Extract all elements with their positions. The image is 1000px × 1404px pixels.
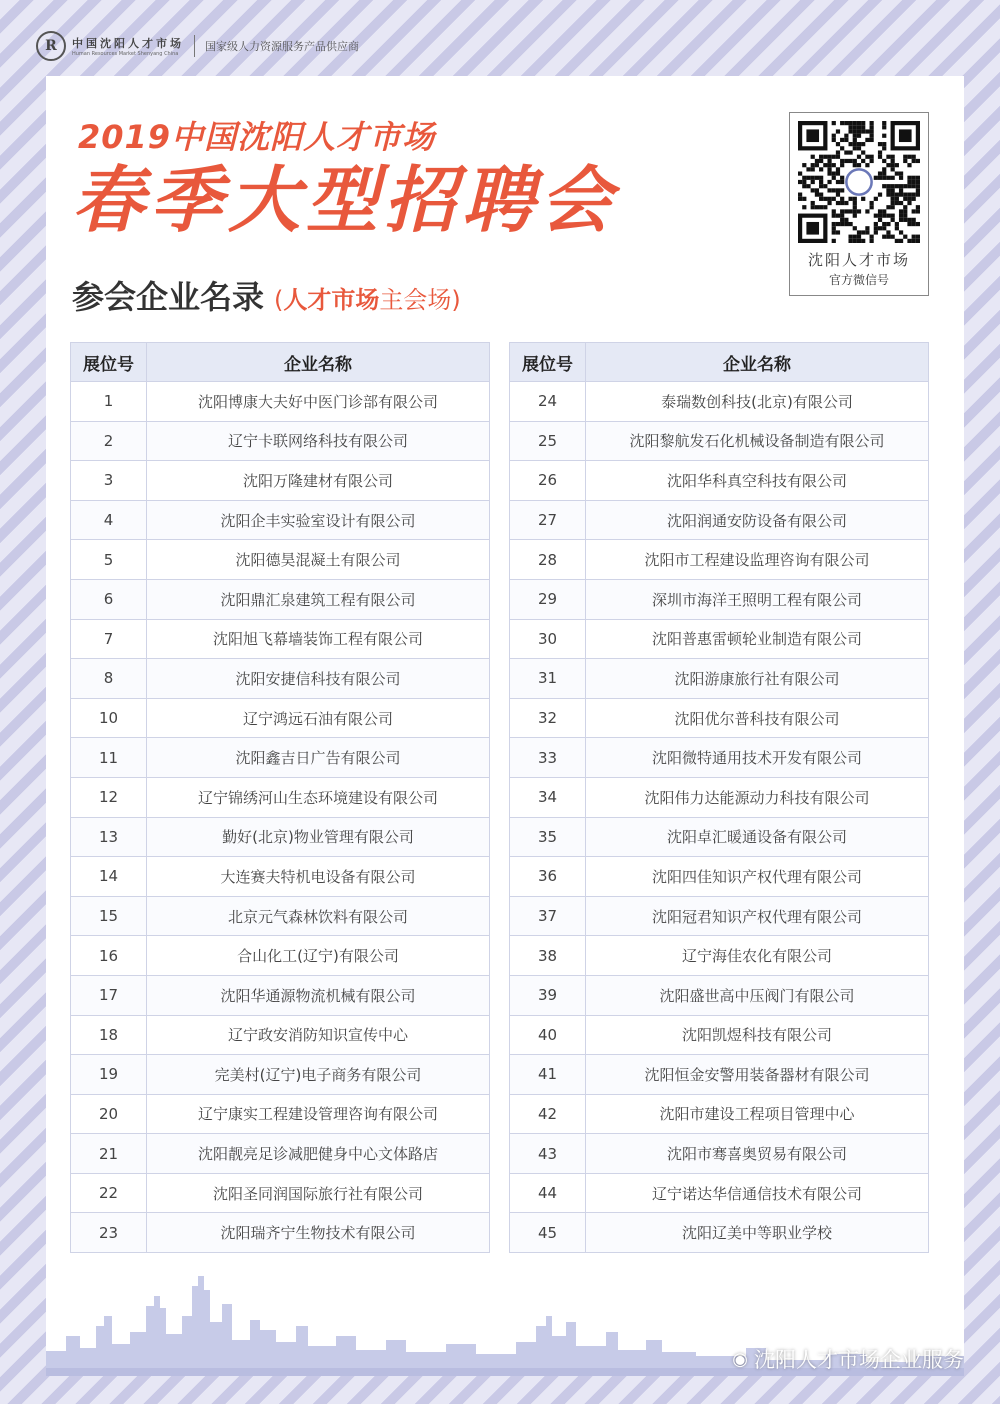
booth-number: 43 (510, 1134, 586, 1174)
table-row (71, 540, 490, 580)
list-subtitle-main: 参会企业名录 (72, 278, 265, 316)
brand-name (72, 35, 184, 57)
brand-logo-icon: R (36, 31, 66, 61)
booth-number: 39 (510, 975, 586, 1015)
company-name: 大连赛夫特机电设备有限公司 (147, 857, 490, 897)
booth-number: 29 (510, 579, 586, 619)
booth-column-header: 展位号 (510, 343, 586, 382)
booth-number: 19 (71, 1055, 147, 1095)
table-row (71, 857, 490, 897)
company-name: 泰瑞数创科技(北京)有限公司 (586, 382, 929, 422)
table-row (71, 1055, 490, 1095)
table-row (71, 619, 490, 659)
table-header-row (510, 343, 929, 382)
table-row (510, 540, 929, 580)
booth-column-header: 展位号 (71, 343, 147, 382)
booth-number: 3 (71, 461, 147, 501)
qr-caption-desc: 官方微信号 (828, 273, 889, 287)
booth-number: 14 (71, 857, 147, 897)
company-name: 辽宁鸿远石油有限公司 (147, 698, 490, 738)
booth-number: 11 (71, 738, 147, 778)
table-row (510, 817, 929, 857)
booth-number: 41 (510, 1055, 586, 1095)
company-name: 沈阳四佳知识产权代理有限公司 (586, 857, 929, 897)
booth-number: 15 (71, 896, 147, 936)
company-name: 沈阳市工程建设监理咨询有限公司 (586, 540, 929, 580)
brand-divider (194, 35, 195, 57)
table-row (510, 1134, 929, 1174)
table-row (71, 1213, 490, 1253)
company-name: 北京元气森林饮料有限公司 (147, 896, 490, 936)
company-name: 沈阳润通安防设备有限公司 (586, 500, 929, 540)
company-name: 沈阳德昊混凝土有限公司 (147, 540, 490, 580)
brand-name-cn: 中国沈阳人才市场 (72, 37, 184, 50)
booth-number: 31 (510, 659, 586, 699)
table-row (71, 936, 490, 976)
company-name: 沈阳圣同润国际旅行社有限公司 (147, 1173, 490, 1213)
company-name: 沈阳安捷信科技有限公司 (147, 659, 490, 699)
booth-number: 12 (71, 777, 147, 817)
booth-number: 8 (71, 659, 147, 699)
wechat-qr-panel (789, 112, 929, 296)
table-row (71, 896, 490, 936)
company-name: 合山化工(辽宁)有限公司 (147, 936, 490, 976)
booth-number: 44 (510, 1173, 586, 1213)
booth-number: 21 (71, 1134, 147, 1174)
table-row (510, 382, 929, 422)
company-name: 沈阳博康大夫好中医门诊部有限公司 (147, 382, 490, 422)
company-name: 沈阳黎航发石化机械设备制造有限公司 (586, 421, 929, 461)
booth-number: 27 (510, 500, 586, 540)
booth-number: 24 (510, 382, 586, 422)
booth-number: 4 (71, 500, 147, 540)
event-main-title: 春季大型招聘会 (72, 158, 619, 242)
venue-label-bold: 人才市场 (283, 286, 380, 314)
table-row (510, 659, 929, 699)
table-row (71, 777, 490, 817)
company-column-header: 企业名称 (147, 343, 490, 382)
company-name: 沈阳鼎汇泉建筑工程有限公司 (147, 579, 490, 619)
booth-number: 10 (71, 698, 147, 738)
company-name: 勤好(北京)物业管理有限公司 (147, 817, 490, 857)
table-row (71, 738, 490, 778)
table-row (510, 619, 929, 659)
booth-number: 30 (510, 619, 586, 659)
watermark-text: 沈阳人才市场企业服务 (754, 1348, 964, 1372)
company-name: 深圳市海洋王照明工程有限公司 (586, 579, 929, 619)
company-name: 沈阳微特通用技术开发有限公司 (586, 738, 929, 778)
booth-number: 2 (71, 421, 147, 461)
company-name: 辽宁康实工程建设管理咨询有限公司 (147, 1094, 490, 1134)
table-header-row (71, 343, 490, 382)
company-name: 沈阳市骞喜奥贸易有限公司 (586, 1134, 929, 1174)
booth-number: 34 (510, 777, 586, 817)
booth-number: 5 (71, 540, 147, 580)
table-row (510, 698, 929, 738)
table-row (71, 698, 490, 738)
qr-caption-name: 沈阳人才市场 (807, 251, 910, 269)
booth-number: 36 (510, 857, 586, 897)
company-table-left (70, 342, 490, 1253)
table-row (71, 1015, 490, 1055)
brand-bar (36, 28, 359, 64)
booth-number: 22 (71, 1173, 147, 1213)
table-row (71, 1173, 490, 1213)
company-table-right (509, 342, 929, 1253)
venue-label (274, 280, 461, 315)
table-row (510, 1094, 929, 1134)
company-name: 完美村(辽宁)电子商务有限公司 (147, 1055, 490, 1095)
brand-slogan: 国家级人力资源服务产品供应商 (205, 40, 359, 53)
booth-number: 40 (510, 1015, 586, 1055)
table-row (71, 817, 490, 857)
company-name: 沈阳冠君知识产权代理有限公司 (586, 896, 929, 936)
company-name: 沈阳伟力达能源动力科技有限公司 (586, 777, 929, 817)
company-name: 沈阳卓汇暖通设备有限公司 (586, 817, 929, 857)
table-row (71, 461, 490, 501)
booth-number: 28 (510, 540, 586, 580)
booth-number: 37 (510, 896, 586, 936)
table-row (71, 579, 490, 619)
venue-paren-open: ( (274, 286, 284, 314)
company-name: 沈阳市建设工程项目管理中心 (586, 1094, 929, 1134)
wechat-icon: ◉ (732, 1348, 748, 1370)
wechat-watermark (732, 1344, 964, 1374)
company-name: 沈阳企丰实验室设计有限公司 (147, 500, 490, 540)
company-name: 辽宁政安消防知识宣传中心 (147, 1015, 490, 1055)
table-row (71, 421, 490, 461)
booth-number: 33 (510, 738, 586, 778)
booth-number: 25 (510, 421, 586, 461)
table-row (510, 738, 929, 778)
company-name: 辽宁卡联网络科技有限公司 (147, 421, 490, 461)
venue-paren-close: ) (451, 286, 461, 314)
booth-number: 38 (510, 936, 586, 976)
table-row (71, 500, 490, 540)
booth-number: 23 (71, 1213, 147, 1253)
list-subtitle (72, 272, 461, 318)
table-row (71, 1094, 490, 1134)
table-row (510, 777, 929, 817)
company-name: 沈阳靓亮足诊减肥健身中心文体路店 (147, 1134, 490, 1174)
company-column-header: 企业名称 (586, 343, 929, 382)
company-name: 辽宁海佳农化有限公司 (586, 936, 929, 976)
company-name: 沈阳鑫吉日广告有限公司 (147, 738, 490, 778)
booth-number: 17 (71, 975, 147, 1015)
company-name: 沈阳恒金安警用装备器材有限公司 (586, 1055, 929, 1095)
company-name: 沈阳盛世高中压阀门有限公司 (586, 975, 929, 1015)
table-row (510, 1015, 929, 1055)
table-row (510, 461, 929, 501)
company-name: 辽宁诺达华信通信技术有限公司 (586, 1173, 929, 1213)
company-name: 沈阳瑞齐宁生物技术有限公司 (147, 1213, 490, 1253)
company-name: 沈阳华科真空科技有限公司 (586, 461, 929, 501)
venue-label-rest: 主会场 (379, 286, 452, 314)
booth-number: 20 (71, 1094, 147, 1134)
booth-number: 45 (510, 1213, 586, 1253)
company-name: 沈阳凯煜科技有限公司 (586, 1015, 929, 1055)
booth-number: 16 (71, 936, 147, 976)
table-row (510, 500, 929, 540)
company-name: 沈阳旭飞幕墙装饰工程有限公司 (147, 619, 490, 659)
company-name: 沈阳辽美中等职业学校 (586, 1213, 929, 1253)
qr-code-icon (798, 121, 920, 243)
company-name: 沈阳优尔普科技有限公司 (586, 698, 929, 738)
booth-number: 6 (71, 579, 147, 619)
table-row (71, 382, 490, 422)
company-name: 沈阳普惠雷顿轮业制造有限公司 (586, 619, 929, 659)
table-row (510, 857, 929, 897)
booth-number: 26 (510, 461, 586, 501)
booth-number: 35 (510, 817, 586, 857)
table-row (510, 421, 929, 461)
company-name: 辽宁锦绣河山生态环境建设有限公司 (147, 777, 490, 817)
table-row (510, 1055, 929, 1095)
table-row (510, 579, 929, 619)
booth-number: 42 (510, 1094, 586, 1134)
table-row (71, 975, 490, 1015)
company-name: 沈阳万隆建材有限公司 (147, 461, 490, 501)
poster-card (46, 76, 964, 1376)
booth-number: 1 (71, 382, 147, 422)
event-year-title: 2019中国沈阳人才市场 (78, 118, 436, 156)
table-row (510, 1173, 929, 1213)
brand-name-en: Human Resources Market Shenyang China (72, 51, 179, 57)
table-row (71, 659, 490, 699)
table-row (510, 1213, 929, 1253)
booth-number: 13 (71, 817, 147, 857)
booth-number: 18 (71, 1015, 147, 1055)
table-row (71, 1134, 490, 1174)
booth-number: 32 (510, 698, 586, 738)
table-row (510, 975, 929, 1015)
company-name: 沈阳华通源物流机械有限公司 (147, 975, 490, 1015)
table-row (510, 936, 929, 976)
company-name: 沈阳游康旅行社有限公司 (586, 659, 929, 699)
table-row (510, 896, 929, 936)
booth-number: 7 (71, 619, 147, 659)
